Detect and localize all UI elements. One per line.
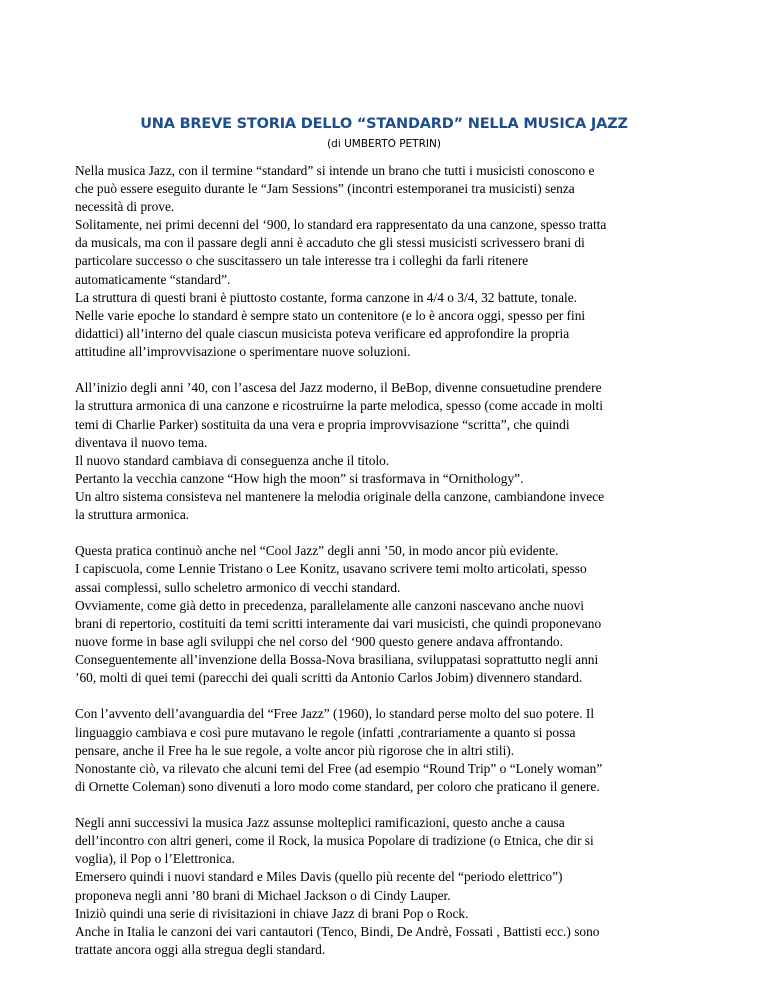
paragraph-line: La struttura di questi brani è piuttosto costante, forma canzone in 4/4 o 3/4, 32 battute, tonale. — [75, 289, 578, 305]
paragraph-line: necessità di prove. — [75, 199, 175, 215]
paragraph-line: Solitamente, nei primi decenni del ‘900, lo standard era rappresentato da una canzone, spesso tratta — [75, 217, 607, 233]
paragraph-line: didattici) all’interno del quale ciascun musicista poteva verificare ed approfondire la propria — [75, 325, 570, 341]
paragraph-line: All’inizio degli anni ’40, con l’ascesa del Jazz moderno, il BeBop, divenne consuetudine prendere — [75, 380, 602, 396]
paragraph-line: temi di Charlie Parker) sostituita da una vera e propria improvvisazione “scritta”, che quindi — [75, 416, 570, 432]
paragraph-line: I capiscuola, come Lennie Tristano o Lee Konitz, usavano scrivere temi molto articolati, spesso — [75, 561, 587, 577]
paragraph-line: Con l’avvento dell’avanguardia del “Free Jazz” (1960), lo standard perse molto del suo potere. Il — [75, 706, 595, 722]
paragraph-line: assai complessi, sullo scheletro armonico di vecchi standard. — [75, 579, 401, 595]
paragraph — [75, 542, 705, 687]
paragraph-line: di Ornette Coleman) sono divenuti a loro modo come standard, per coloro che praticano il genere. — [75, 778, 600, 794]
paragraph — [75, 379, 705, 524]
paragraph-line: trattate ancora oggi alla stregua degli standard. — [75, 941, 326, 957]
paragraph-line: ’60, molti di quei temi (parecchi dei quali scritti da Antonio Carlos Jobim) divennero standard. — [75, 670, 583, 686]
paragraph-line: diventava il nuovo tema. — [75, 434, 208, 450]
paragraph-line: la struttura armonica. — [75, 506, 190, 522]
paragraph-line: Ovviamente, come già detto in precedenza, parallelamente alle canzoni nascevano anche nuovi — [75, 597, 584, 613]
paragraph-line: Il nuovo standard cambiava di conseguenza anche il titolo. — [75, 452, 390, 468]
paragraph-line: Negli anni successivi la musica Jazz assunse molteplici ramificazioni, questo anche a causa — [75, 815, 565, 831]
paragraph-line: Un altro sistema consisteva nel mantenere la melodia originale della canzone, cambiandone invece — [75, 488, 605, 504]
paragraph — [75, 162, 705, 361]
paragraph-line: attitudine all’improvvisazione o sperimentare nuove soluzioni. — [75, 343, 411, 359]
paragraph-line: voglia), il Pop o l’Elettronica. — [75, 851, 235, 867]
paragraph-line: particolare successo o che suscitassero un tale interesse tra i colleghi da farli ritenere — [75, 253, 529, 269]
paragraph-line: che può essere eseguito durante le “Jam Sessions” (incontri estemporanei tra musicisti) senza — [75, 181, 575, 197]
document-author: (di UMBERTO PETRIN) — [327, 138, 441, 150]
paragraph-line: Nella musica Jazz, con il termine “standard” si intende un brano che tutti i musicisti conoscono e — [75, 163, 595, 178]
paragraph-line: brani di repertorio, costituiti da temi scritti interamente dai vari musicisti, che quindi proponevano — [75, 615, 602, 631]
paragraph-line: Pertanto la vecchia canzone “How high the moon” si trasformava in “Ornithology”. — [75, 470, 524, 486]
document-title: UNA BREVE STORIA DELLO “STANDARD” NELLA MUSICA JAZZ — [140, 116, 628, 132]
paragraph-line: automaticamente “standard”. — [75, 271, 231, 287]
paragraph-line: Anche in Italia le canzoni dei vari cantautori (Tenco, Bindi, De Andrè, Fossati , Battisti ecc.) sono — [75, 923, 600, 939]
paragraph-line: Questa pratica continuò anche nel “Cool Jazz” degli anni ’50, in modo ancor più evidente. — [75, 543, 559, 559]
document-body — [75, 162, 705, 977]
paragraph-line: proponeva negli anni ’80 brani di Michael Jackson o di Cindy Lauper. — [75, 887, 451, 903]
paragraph-line: dell’incontro con altri generi, come il Rock, la musica Popolare di tradizione (o Etnica, che dir si — [75, 833, 594, 849]
paragraph-line: linguaggio cambiava e così pure mutavano le regole (infatti ,contrariamente a quanto si possa — [75, 724, 576, 740]
paragraph-line: Nelle varie epoche lo standard è sempre stato un contenitore (e lo è ancora oggi, spesso per fini — [75, 307, 586, 323]
paragraph-line: nuove forme in base agli sviluppi che nel corso del ‘900 questo genere andava affrontando. — [75, 633, 563, 649]
paragraph-line: Nonostante ciò, va rilevato che alcuni temi del Free (ad esempio “Round Trip” o “Lonely woman” — [75, 760, 603, 776]
paragraph-line: da musicals, ma con il passare degli anni è accaduto che gli stessi musicisti scrivessero brani di — [75, 235, 585, 251]
paragraph-line: pensare, anche il Free ha le sue regole, a volte ancor più rigorose che in altri stili). — [75, 742, 515, 758]
paragraph-line: la struttura armonica di una canzone e ricostruirne la parte melodica, spesso (come accade in molti — [75, 398, 603, 414]
paragraph — [75, 814, 705, 959]
paragraph-line: Conseguentemente all’invenzione della Bossa-Nova brasiliana, sviluppatasi soprattutto negli anni — [75, 651, 599, 667]
paragraph — [75, 705, 705, 795]
paragraph-line: Emersero quindi i nuovi standard e Miles Davis (quello più recente del “periodo elettrico”) — [75, 869, 563, 885]
paragraph-line: Iniziò quindi una serie di rivisitazioni in chiave Jazz di brani Pop o Rock. — [75, 905, 469, 921]
